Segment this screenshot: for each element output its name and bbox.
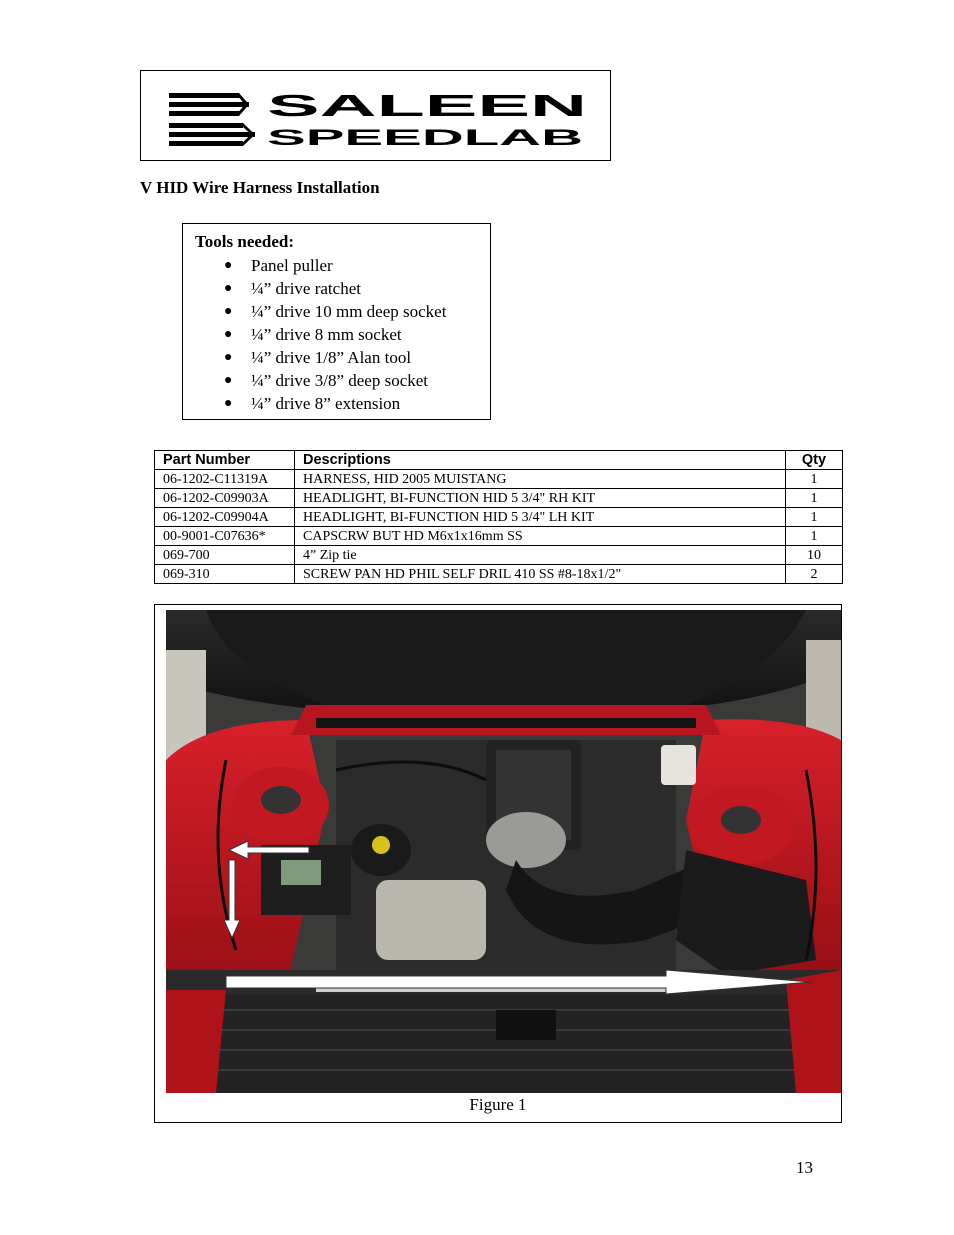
logo-line1: SALEEN — [267, 88, 587, 123]
saleen-logo-graphic — [141, 71, 612, 162]
table-row — [155, 527, 843, 546]
table-row — [155, 508, 843, 527]
tool-label: ¼” drive ratchet — [251, 279, 361, 298]
qty-cell: 2 — [786, 565, 843, 584]
part-number-cell: 069-310 — [155, 565, 295, 584]
figure-caption: Figure 1 — [469, 1095, 527, 1114]
description-cell: HARNESS, HID 2005 MUISTANG — [295, 470, 786, 489]
parts-table — [154, 450, 843, 584]
part-number-cell: 06-1202-C11319A — [155, 470, 295, 489]
part-number-cell: 06-1202-C09904A — [155, 508, 295, 527]
qty-cell: 1 — [786, 470, 843, 489]
qty-cell: 1 — [786, 527, 843, 546]
bullet-icon: ● — [224, 304, 233, 319]
tool-label: ¼” drive 3/8” deep socket — [251, 371, 429, 390]
bullet-icon: ● — [224, 281, 233, 296]
table-row — [155, 489, 843, 508]
description-cell: HEADLIGHT, BI-FUNCTION HID 5 3/4" LH KIT — [295, 508, 786, 527]
list-item — [195, 369, 490, 392]
table-header-row — [155, 451, 843, 470]
tools-needed-box — [182, 223, 491, 420]
bullet-icon: ● — [224, 396, 233, 411]
engine-bay-illustration — [166, 610, 841, 1093]
description-cell: SCREW PAN HD PHIL SELF DRIL 410 SS #8-18x1/2" — [295, 565, 786, 584]
tool-label: ¼” drive 8 mm socket — [251, 325, 402, 344]
description-cell: CAPSCRW BUT HD M6x1x16mm SS — [295, 527, 786, 546]
header-part-number: Part Number — [155, 451, 295, 470]
tools-title: Tools needed: — [195, 232, 295, 251]
header-descriptions: Descriptions — [295, 451, 786, 470]
engine-bay-photo — [166, 610, 841, 1093]
tool-label: ¼” drive 10 mm deep socket — [251, 302, 447, 321]
section-title: V HID Wire Harness Installation — [140, 178, 380, 197]
tool-label: Panel puller — [251, 256, 333, 275]
list-item — [195, 346, 490, 369]
bullet-icon: ● — [224, 327, 233, 342]
saleen-speedlab-logo — [140, 70, 611, 161]
qty-cell: 1 — [786, 489, 843, 508]
figure-box — [154, 604, 842, 1123]
description-cell: HEADLIGHT, BI-FUNCTION HID 5 3/4" RH KIT — [295, 489, 786, 508]
qty-cell: 10 — [786, 546, 843, 565]
list-item — [195, 323, 490, 346]
list-item — [195, 277, 490, 300]
page-number: 13 — [796, 1158, 813, 1177]
bullet-icon: ● — [224, 373, 233, 388]
tool-label: ¼” drive 1/8” Alan tool — [251, 348, 412, 367]
tools-list — [195, 254, 490, 415]
list-item — [195, 254, 490, 277]
description-cell: 4” Zip tie — [295, 546, 786, 565]
qty-cell: 1 — [786, 508, 843, 527]
tool-label: ¼” drive 8” extension — [251, 394, 401, 413]
part-number-cell: 06-1202-C09903A — [155, 489, 295, 508]
part-number-cell: 069-700 — [155, 546, 295, 565]
table-row — [155, 546, 843, 565]
list-item — [195, 300, 490, 323]
table-row — [155, 565, 843, 584]
bullet-icon: ● — [224, 350, 233, 365]
header-qty: Qty — [786, 451, 843, 470]
part-number-cell: 00-9001-C07636* — [155, 527, 295, 546]
bullet-icon: ● — [224, 258, 233, 273]
list-item — [195, 392, 490, 415]
logo-line2: SPEEDLAB — [267, 125, 583, 150]
table-row — [155, 470, 843, 489]
